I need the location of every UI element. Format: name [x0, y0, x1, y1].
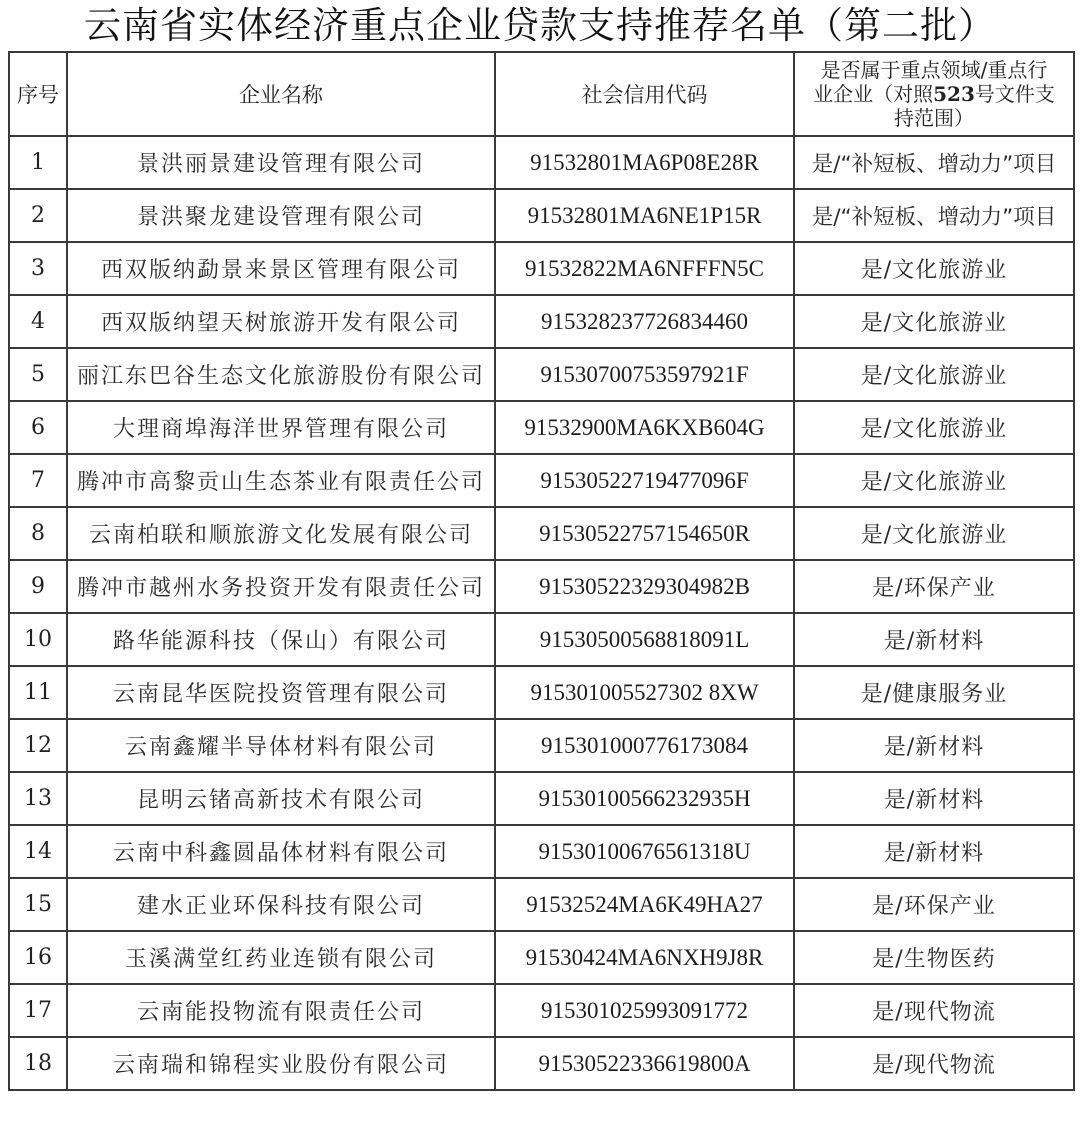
row-credit-code: 915328237726834460	[495, 295, 794, 348]
header-key-sector-line2a: 业企业（对照	[813, 82, 934, 106]
row-key-sector: 是/文化旅游业	[794, 295, 1074, 348]
row-index: 4	[9, 295, 67, 348]
row-company-name: 腾冲市高黎贡山生态茶业有限责任公司	[67, 454, 495, 507]
row-company-name: 云南中科鑫圆晶体材料有限公司	[67, 825, 495, 878]
row-credit-code: 91530522329304982B	[495, 560, 794, 613]
table-row	[9, 348, 1074, 401]
row-key-sector: 是/新材料	[794, 772, 1074, 825]
row-index: 17	[9, 984, 67, 1037]
row-key-sector: 是/“补短板、增动力”项目	[794, 189, 1074, 242]
row-credit-code: 91530522719477096F	[495, 454, 794, 507]
row-index: 18	[9, 1037, 67, 1090]
row-company-name: 大理商埠海洋世界管理有限公司	[67, 401, 495, 454]
row-credit-code: 91530522336619800A	[495, 1037, 794, 1090]
table-row	[9, 984, 1074, 1037]
table-row	[9, 454, 1074, 507]
row-credit-code: 91530424MA6NXH9J8R	[495, 931, 794, 984]
row-company-name: 玉溪满堂红药业连锁有限公司	[67, 931, 495, 984]
row-credit-code: 91532524MA6K49HA27	[495, 878, 794, 931]
row-key-sector: 是/文化旅游业	[794, 242, 1074, 295]
row-index: 12	[9, 719, 67, 772]
row-company-name: 丽江东巴谷生态文化旅游股份有限公司	[67, 348, 495, 401]
row-index: 1	[9, 136, 67, 189]
row-key-sector: 是/文化旅游业	[794, 507, 1074, 560]
row-index: 10	[9, 613, 67, 666]
row-company-name: 路华能源科技（保山）有限公司	[67, 613, 495, 666]
row-credit-code: 915301025993091772	[495, 984, 794, 1037]
row-credit-code: 915301005527302 8XW	[495, 666, 794, 719]
row-company-name: 云南柏联和顺旅游文化发展有限公司	[67, 507, 495, 560]
row-key-sector: 是/“补短板、增动力”项目	[794, 136, 1074, 189]
row-key-sector: 是/文化旅游业	[794, 401, 1074, 454]
table-row	[9, 560, 1074, 613]
row-key-sector: 是/现代物流	[794, 984, 1074, 1037]
table-row	[9, 931, 1074, 984]
row-key-sector: 是/文化旅游业	[794, 454, 1074, 507]
row-company-name: 云南瑞和锦程实业股份有限公司	[67, 1037, 495, 1090]
row-index: 15	[9, 878, 67, 931]
row-credit-code: 91530700753597921F	[495, 348, 794, 401]
table-row	[9, 136, 1074, 189]
row-key-sector: 是/文化旅游业	[794, 348, 1074, 401]
table-row	[9, 772, 1074, 825]
row-index: 6	[9, 401, 67, 454]
row-company-name: 腾冲市越州水务投资开发有限责任公司	[67, 560, 495, 613]
row-key-sector: 是/新材料	[794, 613, 1074, 666]
header-key-sector	[794, 52, 1074, 136]
row-company-name: 景洪聚龙建设管理有限公司	[67, 189, 495, 242]
header-index: 序号	[9, 52, 67, 136]
row-index: 5	[9, 348, 67, 401]
table-row	[9, 825, 1074, 878]
enterprise-list-table	[8, 51, 1075, 1091]
table-row	[9, 295, 1074, 348]
row-company-name: 建水正业环保科技有限公司	[67, 878, 495, 931]
row-credit-code: 91532900MA6KXB604G	[495, 401, 794, 454]
row-credit-code: 91530100676561318U	[495, 825, 794, 878]
row-credit-code: 91532801MA6NE1P15R	[495, 189, 794, 242]
row-index: 3	[9, 242, 67, 295]
row-index: 13	[9, 772, 67, 825]
row-key-sector: 是/新材料	[794, 825, 1074, 878]
row-credit-code: 91530522757154650R	[495, 507, 794, 560]
row-company-name: 云南昆华医院投资管理有限公司	[67, 666, 495, 719]
table-row	[9, 666, 1074, 719]
row-company-name: 云南能投物流有限责任公司	[67, 984, 495, 1037]
row-key-sector: 是/生物医药	[794, 931, 1074, 984]
table-header-row	[9, 52, 1074, 136]
header-key-sector-line3: 持范围）	[894, 106, 974, 130]
table-row	[9, 401, 1074, 454]
header-company-name: 企业名称	[67, 52, 495, 136]
table-row	[9, 878, 1074, 931]
row-credit-code: 91532822MA6NFFFN5C	[495, 242, 794, 295]
row-index: 11	[9, 666, 67, 719]
row-company-name: 云南鑫耀半导体材料有限公司	[67, 719, 495, 772]
row-index: 8	[9, 507, 67, 560]
header-key-sector-line1: 是否属于重点领域/重点行	[820, 58, 1048, 82]
header-credit-code: 社会信用代码	[495, 52, 794, 136]
row-credit-code: 915301000776173084	[495, 719, 794, 772]
table-row	[9, 242, 1074, 295]
row-company-name: 昆明云锗高新技术有限公司	[67, 772, 495, 825]
row-credit-code: 91530100566232935H	[495, 772, 794, 825]
row-credit-code: 91530500568818091L	[495, 613, 794, 666]
header-key-sector-line2b: 号文件支	[974, 82, 1055, 106]
table-row	[9, 507, 1074, 560]
row-key-sector: 是/环保产业	[794, 878, 1074, 931]
row-key-sector: 是/环保产业	[794, 560, 1074, 613]
row-company-name: 景洪丽景建设管理有限公司	[67, 136, 495, 189]
table-row	[9, 719, 1074, 772]
row-index: 16	[9, 931, 67, 984]
table-row	[9, 1037, 1074, 1090]
row-key-sector: 是/健康服务业	[794, 666, 1074, 719]
row-company-name: 西双版纳望天树旅游开发有限公司	[67, 295, 495, 348]
row-index: 14	[9, 825, 67, 878]
row-company-name: 西双版纳勐景来景区管理有限公司	[67, 242, 495, 295]
table-row	[9, 189, 1074, 242]
table-row	[9, 613, 1074, 666]
row-key-sector: 是/新材料	[794, 719, 1074, 772]
document-title: 云南省实体经济重点企业贷款支持推荐名单（第二批）	[84, 4, 996, 47]
row-index: 7	[9, 454, 67, 507]
row-index: 9	[9, 560, 67, 613]
row-key-sector: 是/现代物流	[794, 1037, 1074, 1090]
row-credit-code: 91532801MA6P08E28R	[495, 136, 794, 189]
row-index: 2	[9, 189, 67, 242]
header-key-sector-doc-number: 523	[933, 82, 975, 106]
